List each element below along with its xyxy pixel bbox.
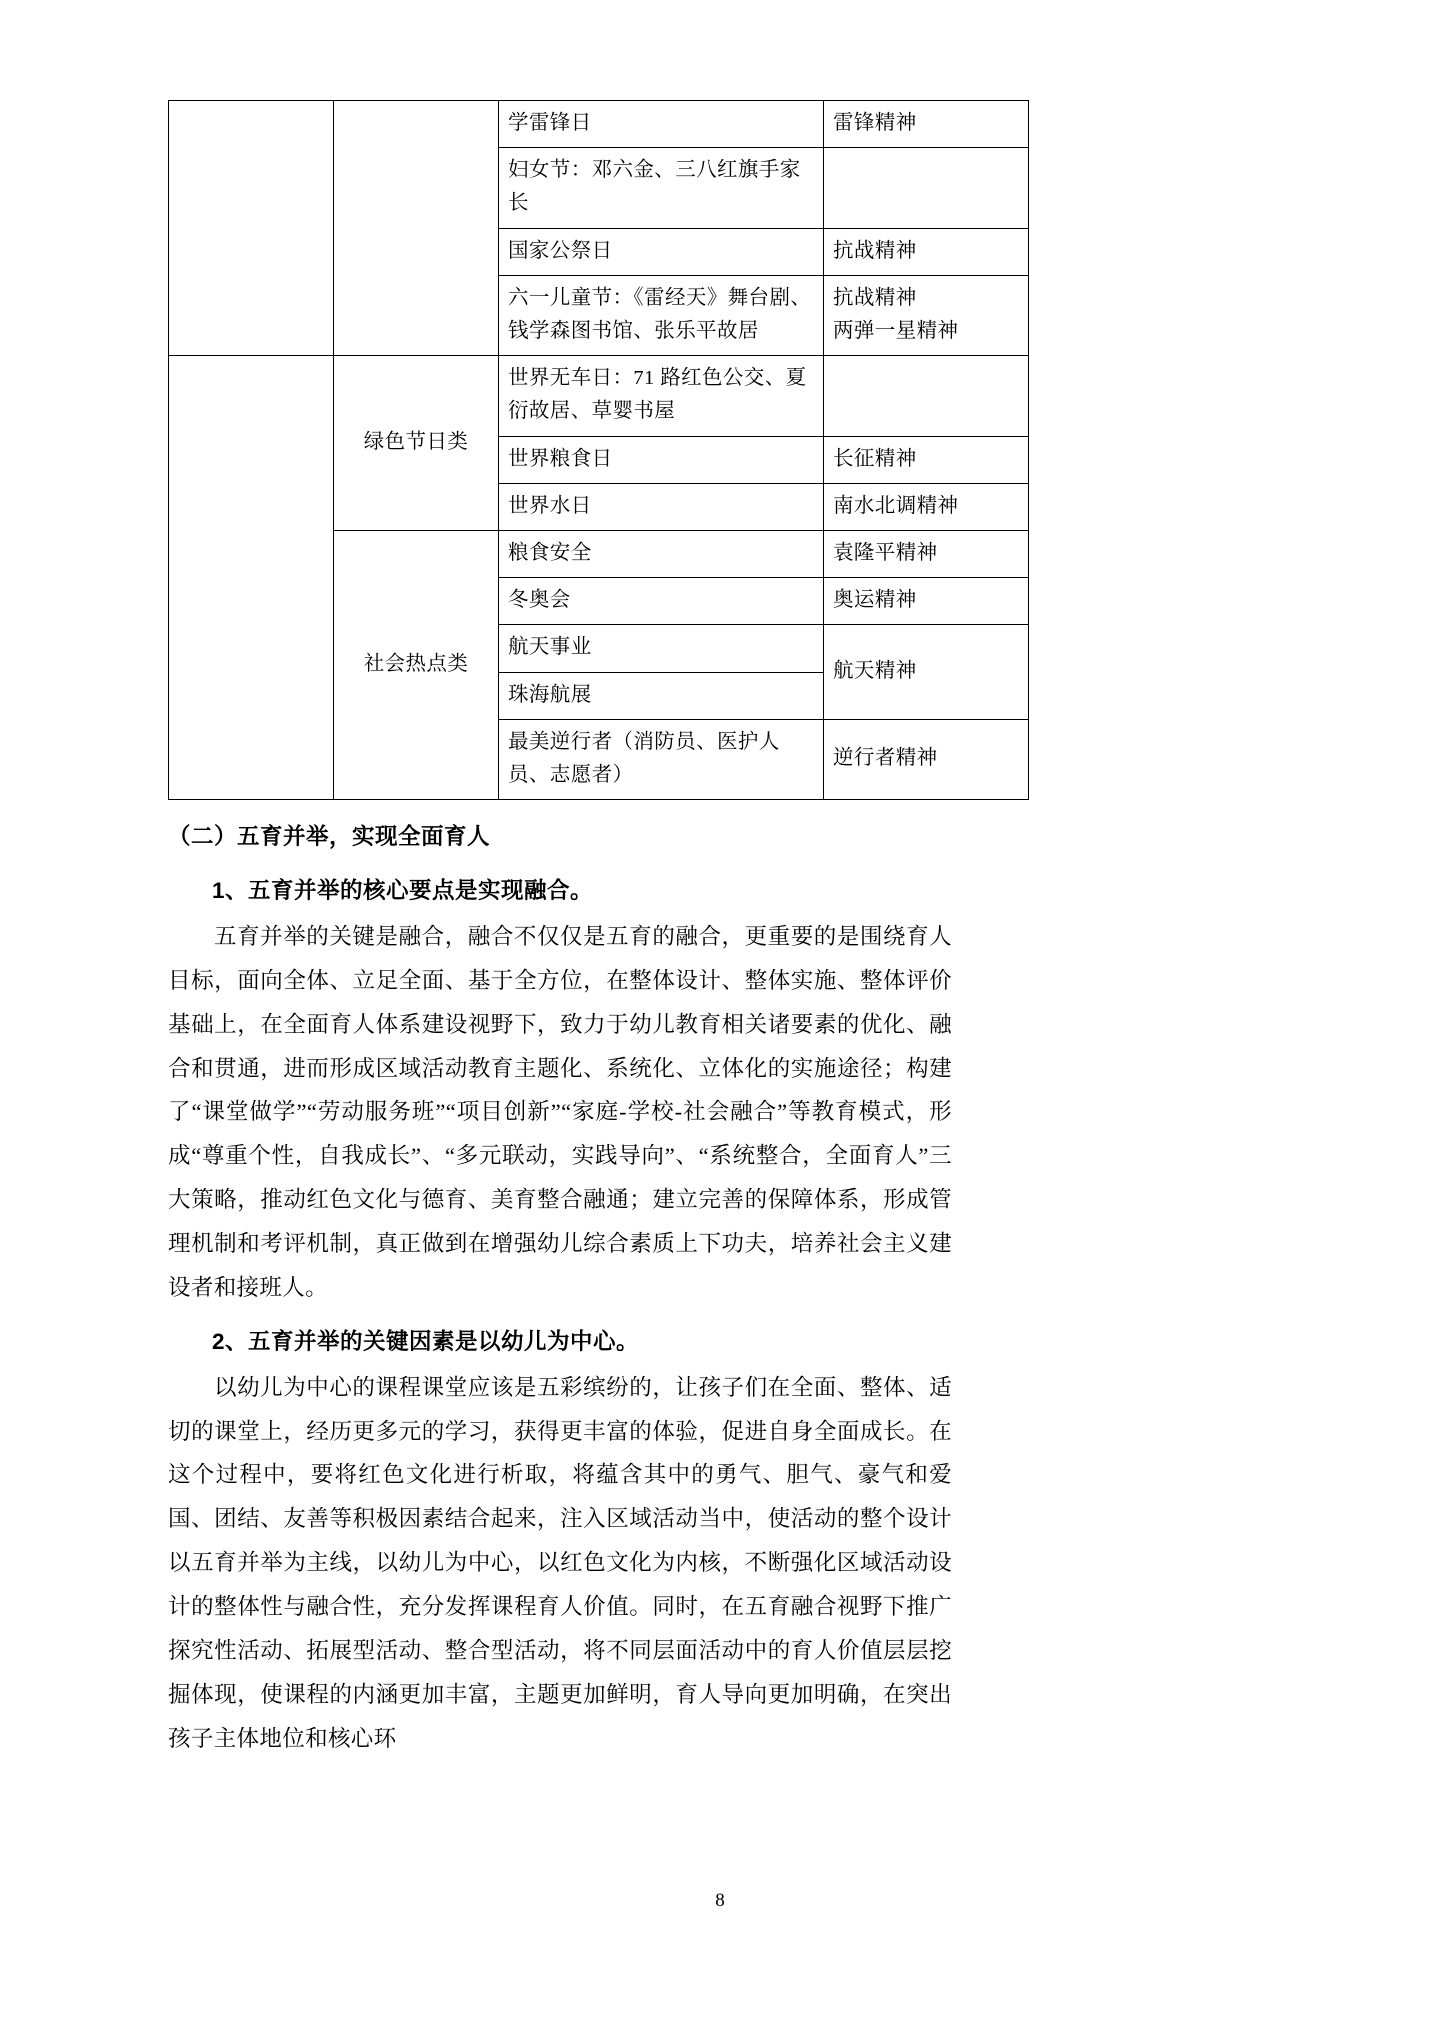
table-cell-spirit	[824, 148, 1029, 228]
table-cell-spirit: 奥运精神	[824, 578, 1029, 625]
spirit-line-2: 两弹一星精神	[833, 320, 959, 343]
table-cell-spirit	[824, 275, 1029, 355]
table-cell-spirit	[824, 356, 1029, 436]
table-cell-activity: 粮食安全	[499, 531, 824, 578]
table-cell-activity: 六一儿童节：《雷经天》舞台剧、钱学森图书馆、张乐平故居	[499, 275, 824, 355]
table-cell-activity: 冬奥会	[499, 578, 824, 625]
red-culture-activity-table	[168, 100, 1029, 800]
table-cell-category-social: 社会热点类	[334, 531, 499, 800]
table-cell-activity: 世界粮食日	[499, 436, 824, 483]
table-cell-spirit: 南水北调精神	[824, 483, 1029, 530]
table-cell-activity: 世界无车日：71 路红色公交、夏衍故居、草婴书屋	[499, 356, 824, 436]
subsection-heading-1: 1、五育并举的核心要点是实现融合。	[212, 878, 594, 903]
table-cell-spirit-merged: 航天精神	[824, 625, 1029, 719]
table-cell-activity: 学雷锋日	[499, 101, 824, 148]
table-cell-spirit: 抗战精神	[824, 228, 1029, 275]
spirit-line-1: 抗战精神	[833, 286, 917, 309]
page-content	[168, 100, 959, 1761]
table-cell-spirit: 逆行者精神	[824, 719, 1029, 799]
table-cell-spirit: 袁隆平精神	[824, 531, 1029, 578]
table-cell-activity: 妇女节：邓六金、三八红旗手家长	[499, 148, 824, 228]
page-number: 8	[715, 1890, 725, 1911]
section-heading-two: （二）五育并举，实现全面育人	[168, 824, 491, 850]
paragraph-1: 五育并举的关键是融合，融合不仅仅是五育的融合，更重要的是围绕育人目标，面向全体、立足全面、基于全方位，在整体设计、整体实施、整体评价基础上，在全面育人体系建设视野下，致力于幼儿教育相关诸要素的优化、融合和贯通，进而形成区域活动教育主题化、系统化、立体化的实施途径；构建了“课堂做学”“劳动服务班”“项目创新”“家庭-学校-社会融合”等教育模式，形成“尊重个性，自我成长”、“多元联动，实践导向”、“系统整合，全面育人”三大策略，推动红色文化与德育、美育整合融通；建立完善的保障体系，形成管理机制和考评机制，真正做到在增强幼儿综合素质上下功夫，培养社会主义建设者和接班人。	[168, 923, 952, 1300]
table-cell-spirit: 长征精神	[824, 436, 1029, 483]
table-cell-category-blank-bottom	[169, 356, 334, 800]
table-cell-activity: 珠海航展	[499, 672, 824, 719]
table-cell-activity: 最美逆行者（消防员、医护人员、志愿者）	[499, 719, 824, 799]
table-cell-category-blank-top	[169, 101, 334, 356]
table-cell-spirit: 雷锋精神	[824, 101, 1029, 148]
table-cell-subcategory-blank-top	[334, 101, 499, 356]
table-cell-activity: 国家公祭日	[499, 228, 824, 275]
table-cell-category-green: 绿色节日类	[334, 356, 499, 531]
table-row	[169, 356, 1029, 436]
table-cell-activity: 世界水日	[499, 483, 824, 530]
subsection-heading-2: 2、五育并举的关键因素是以幼儿为中心。	[212, 1328, 640, 1354]
table-cell-activity: 航天事业	[499, 625, 824, 672]
table-row	[169, 101, 1029, 148]
paragraph-2: 以幼儿为中心的课程课堂应该是五彩缤纷的，让孩子们在全面、整体、适切的课堂上，经历更多元的学习，获得更丰富的体验，促进自身全面成长。在这个过程中，要将红色文化进行析取，将蕴含其中的勇气、胆气、豪气和爱国、团结、友善等积极因素结合起来，注入区域活动当中，使活动的整个设计以五育并举为主线，以幼儿为中心，以红色文化为内核，不断强化区域活动设计的整体性与融合性，充分发挥课程育人价值。同时，在五育融合视野下推广探究性活动、拓展型活动、整合型活动，将不同层面活动中的育人价值层层挖掘体现，使课程的内涵更加丰富，主题更加鲜明，育人导向更加明确，在突出孩子主体地位和核心环	[168, 1374, 952, 1751]
